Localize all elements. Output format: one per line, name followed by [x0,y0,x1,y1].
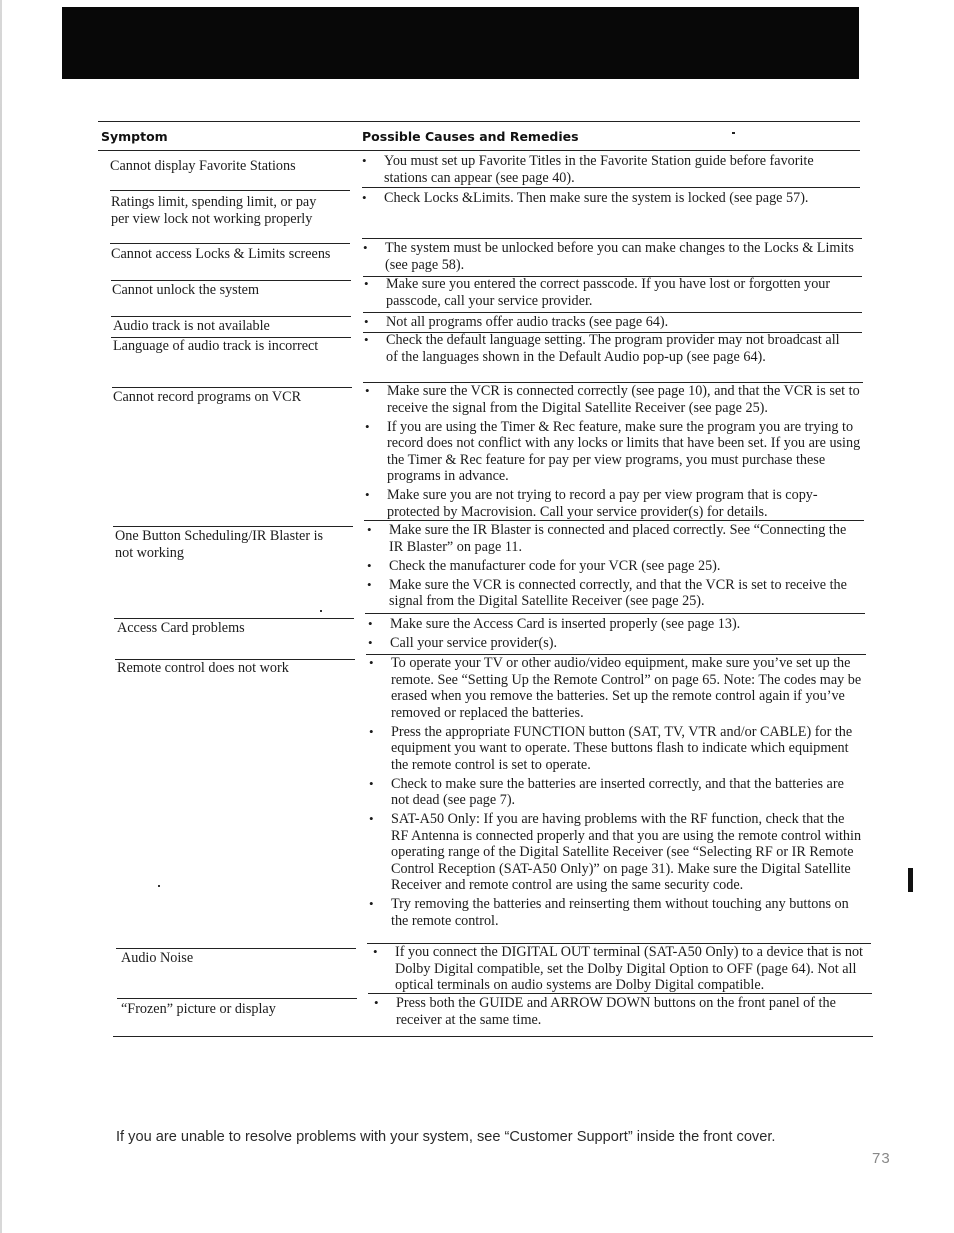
margin-change-bar [908,868,913,892]
customer-support-note: If you are unable to resolve problems with your system, see “Customer Support” inside the front cover. [116,1129,776,1145]
row-divider [362,187,860,188]
table-header [98,121,860,152]
symptom-cell: Cannot display Favorite Stations [110,158,296,174]
symptom-cell: One Button Scheduling/IR Blaster is not working [115,528,324,561]
causes-cell [395,944,873,996]
cause-item: • Make sure the Access Card is inserted properly (see page 13). [390,616,864,633]
row-divider [363,312,862,313]
header-rule [98,150,860,151]
causes-cell [389,522,863,612]
cause-item: • You must set up Favorite Titles in the Favorite Station guide before favorite stations can appear (see page 40). [384,153,860,186]
cause-item: • Check the default language setting. The program provider may not broadcast all of the languages shown in the Default Audio pop-up (see page 64). [386,332,848,365]
causes-cell [386,332,848,368]
cause-item: • The system must be unlocked before you can make changes to the Locks & Limits (see page 58). [385,240,861,273]
section-banner [62,7,859,79]
row-divider [364,520,864,521]
row-divider [117,998,357,999]
symptom-column-header: Symptom [101,129,168,144]
causes-cell [384,190,860,209]
row-divider [111,316,351,317]
row-divider [111,280,351,281]
cause-item: • Press both the GUIDE and ARROW DOWN buttons on the front panel of the receiver at the same time. [396,995,874,1028]
row-divider [110,190,350,191]
cause-item: • Not all programs offer audio tracks (see page 64). [386,314,862,331]
row-divider [110,243,350,244]
cause-item: • To operate your TV or other audio/video equipment, make sure you’ve set up the remote. See “Setting Up the Remote Control” on page 65. Note: The codes may be erased when you remove the batteries. Set up the remote control again if you’ve removed or replaced the batteries. [391,655,864,721]
cause-item: • Press the appropriate FUNCTION button (SAT, TV, VTR and/or CABLE) for the equipment you want to operate. These buttons flash to indicate which equipment the remote control is set to operate. [391,724,864,774]
row-divider [116,948,356,949]
cause-item: • Try removing the batteries and reinserting them without touching any buttons on the remote control. [391,896,864,929]
cause-item: • Make sure the VCR is connected correctly, and that the VCR is set to receive the signal from the Digital Satellite Receiver (see page 25). [389,577,863,610]
row-divider [114,618,354,619]
causes-cell [386,314,862,333]
cause-item: • Make sure you are not trying to record a pay per view program that is copy-protected by Macrovision. Call your service provider(s) for details. [387,487,863,520]
symptom-cell: Remote control does not work [117,660,289,676]
row-divider [113,526,353,527]
cause-item: • If you connect the DIGITAL OUT terminal (SAT-A50 Only) to a device that is not Dolby Digital compatible, set the Dolby Digital Option to OFF (page 64). Not all optical terminals on audio systems are Dolby Digital compatible. [395,944,873,994]
remedies-column-header: Possible Causes and Remedies [362,129,579,144]
symptom-cell: Cannot unlock the system [112,282,259,298]
cause-item: • Make sure you entered the correct passcode. If you have lost or forgotten your passcode, call your service provider. [386,276,862,309]
causes-cell [385,240,861,276]
cause-item: • Make sure the VCR is connected correctly (see page 10), and that the VCR is set to receive the signal from the Digital Satellite Receiver (see page 25). [387,383,863,416]
cause-item: • Check Locks &Limits. Then make sure the system is locked (see page 57). [384,190,860,207]
scan-speck [158,885,160,887]
symptom-cell: Cannot record programs on VCR [113,389,302,405]
row-divider [362,238,862,239]
symptom-cell: Language of audio track is incorrect [113,338,319,354]
causes-cell [384,153,860,189]
scan-speck [320,610,322,612]
row-divider [112,387,352,388]
table-bottom-rule [113,1036,873,1037]
symptom-cell: Access Card problems [117,620,245,636]
symptom-cell: “Frozen” picture or display [121,1001,276,1017]
causes-cell [396,995,874,1031]
row-divider [368,993,872,994]
causes-cell [390,616,864,654]
symptom-cell: Ratings limit, spending limit, or pay per view lock not working properly [111,194,317,227]
cause-item: • Check the manufacturer code for your VCR (see page 25). [389,558,863,575]
symptom-cell: Cannot access Locks & Limits screens [111,246,331,262]
cause-item: • If you are using the Timer & Rec feature, make sure the program you are trying to record does not conflict with any locks or limits that have been set. If you are using the Timer & Rec feature for pay per view programs, you must purchase these programs in advance. [387,419,863,485]
causes-cell [387,383,863,523]
cause-item: • Make sure the IR Blaster is connected and placed correctly. See “Connecting the IR Blaster” on page 11. [389,522,863,555]
causes-cell [386,276,862,312]
header-tick-mark [732,132,735,134]
cause-item: • Check to make sure the batteries are inserted correctly, and that the batteries are not dead (see page 7). [391,776,864,809]
symptom-cell: Audio track is not available [113,318,270,334]
row-divider [365,613,865,614]
symptom-cell: Audio Noise [121,950,194,966]
cause-item: • SAT-A50 Only: If you are having problems with the RF function, check that the RF Antenna is connected properly and that you are using the remote control within operating range of the Digital Satellite Receiver (see “Selecting RF or IR Remote Control Reception (SAT-A50 Only)” on page 31). Make sure the Digital Satellite Receiver and remote control are using the same security code. [391,811,864,894]
page-number: 73 [872,1150,891,1167]
cause-item: • Call your service provider(s). [390,635,864,652]
causes-cell [391,655,864,932]
scan-edge [0,0,2,1233]
